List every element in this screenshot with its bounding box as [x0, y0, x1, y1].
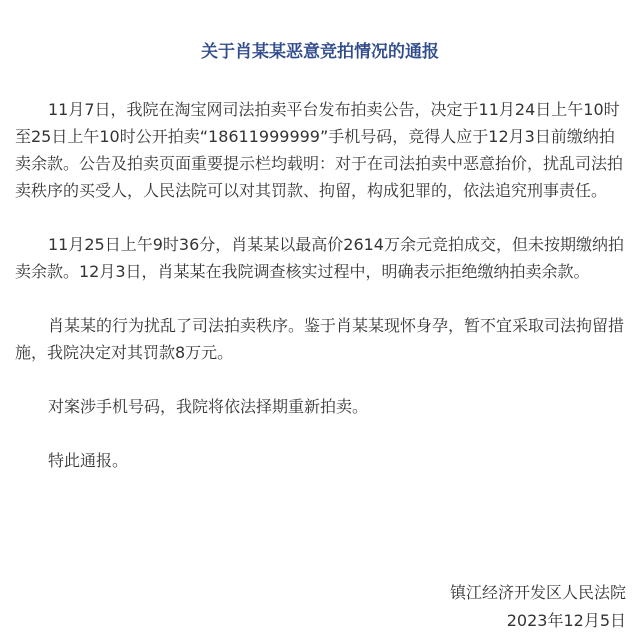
- paragraph-auction-announcement: 11月7日，我院在淘宝网司法拍卖平台发布拍卖公告，决定于11月24日上午10时至25日上午10时公开拍卖“18611999999”手机号码，竞得人应于12月3日前缴纳拍卖余款。公告及拍卖页面重要提示栏均载明：对于在司法拍卖中恶意抬价，扰乱司法拍卖秩序的买受人，人民法院可以对其罚款、拘留，构成犯罪的，依法追究刑事责任。: [15, 100, 624, 200]
- paragraph-penalty: 肖某某的行为扰乱了司法拍卖秩序。鉴于肖某某现怀身孕，暂不宜采取司法拘留措施，我院决定对其罚款8万元。: [15, 316, 625, 362]
- issuer-name: 镇江经济开发区人民法院: [449, 583, 626, 602]
- notice-title: 关于肖某某恶意竞拍情况的通报: [201, 42, 439, 62]
- paragraph-reauction: 对案涉手机号码，我院将依法择期重新拍卖。: [48, 397, 369, 416]
- paragraph-closing: 特此通报。: [48, 451, 129, 470]
- paragraph-winning-bid: 11月25日上午9时36分，肖某某以最高价2614万余元竞拍成交，但未按期缴纳拍卖余款。12月3日，肖某某在我院调查核实过程中，明确表示拒绝缴纳拍卖余款。: [15, 235, 624, 281]
- signature-block: [450, 579, 626, 635]
- notice-body: [15, 96, 627, 501]
- issue-date: 2023年12月5日: [506, 611, 626, 630]
